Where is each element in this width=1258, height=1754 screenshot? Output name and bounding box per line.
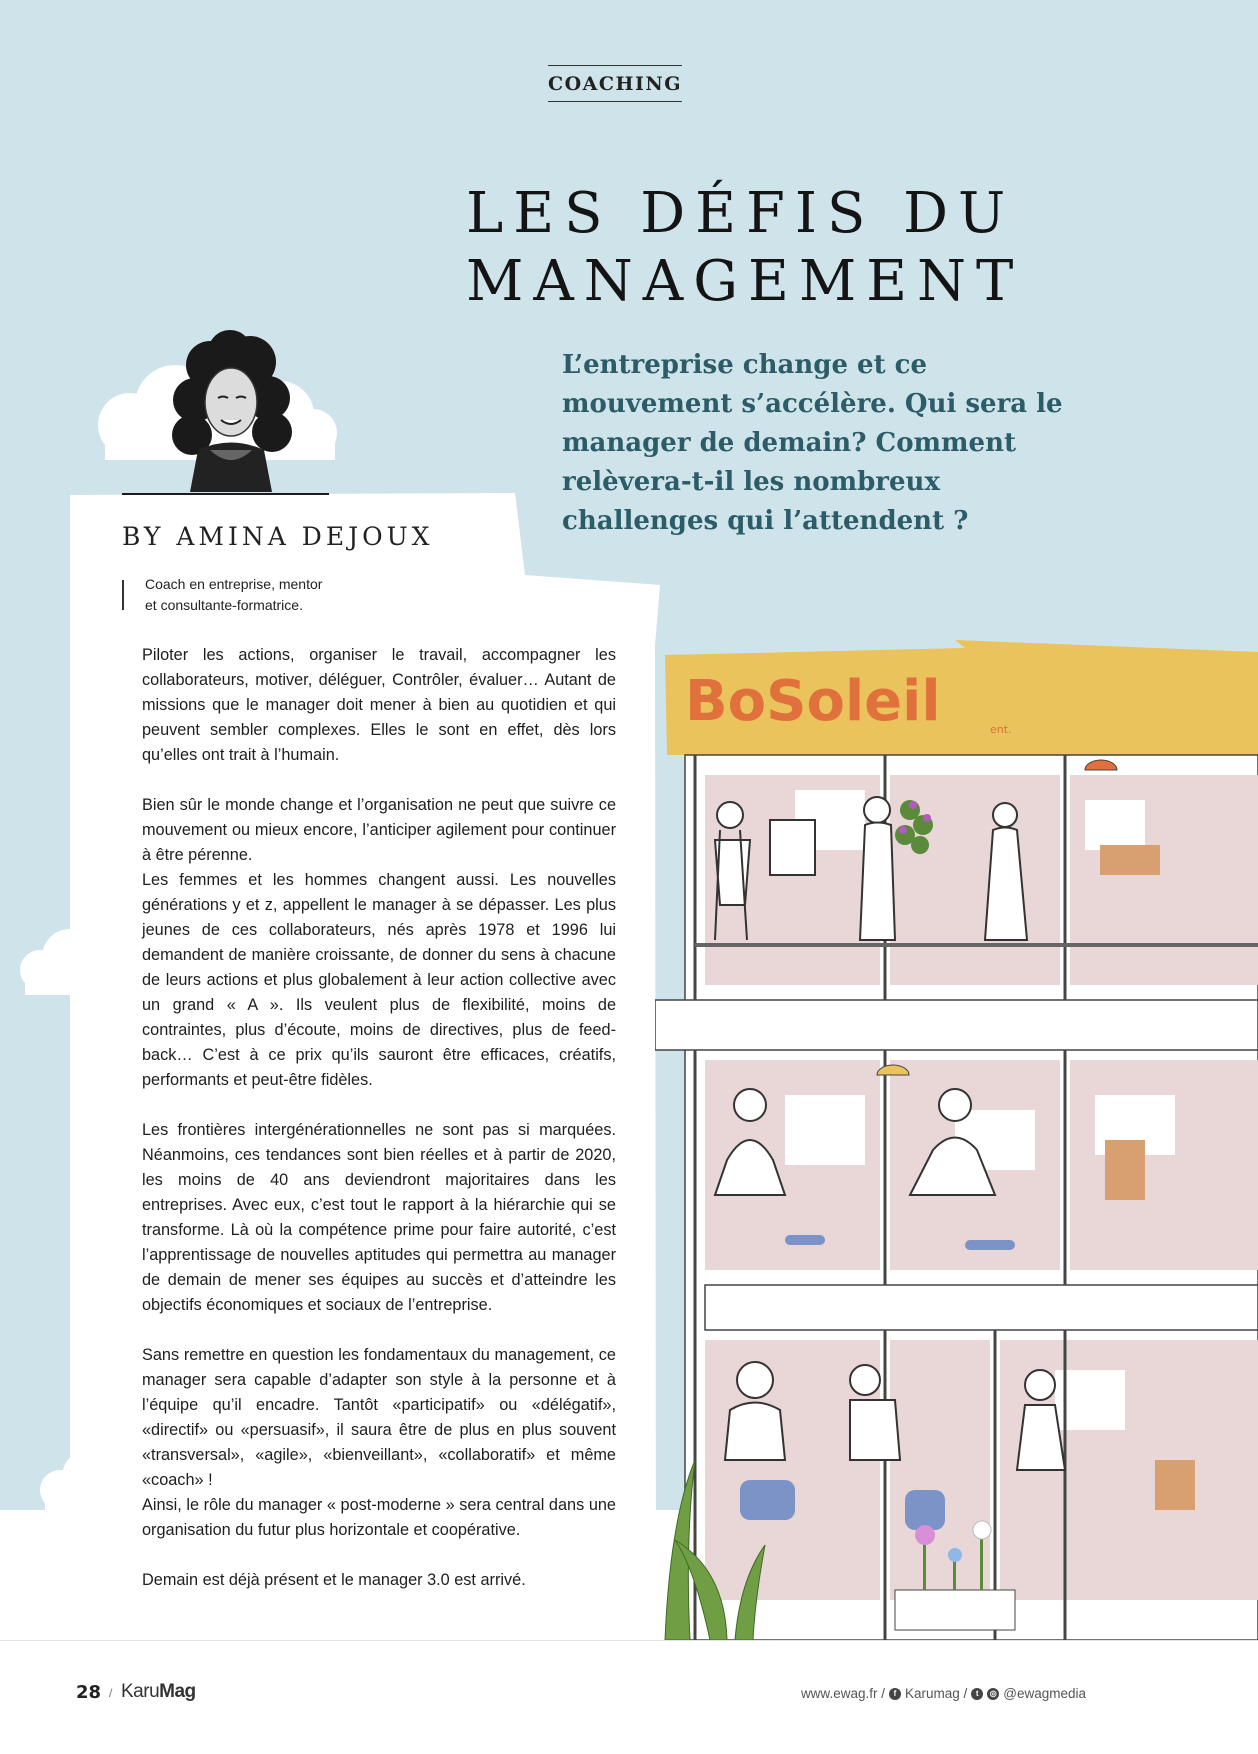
article-paragraph: Ainsi, le rôle du manager « post-moderne » sera central dans une organisation du futur plus horizontale et coopérative. xyxy=(142,1496,616,1539)
publication-name-b: Mag xyxy=(159,1681,196,1702)
article-body xyxy=(142,643,616,1618)
footer-slash: / xyxy=(109,1686,113,1700)
office-building-illustration xyxy=(655,640,1258,1640)
lead-paragraph: L’entreprise change et ce mouvement s’accélère. Qui sera le manager de demain? Comment relèvera-t-il les nombreux challenges qui l’attendent ? xyxy=(562,350,1063,536)
author-role xyxy=(145,574,385,616)
publication-name xyxy=(121,1681,196,1703)
author-role-line-1: Coach en entreprise, mentor xyxy=(145,576,323,592)
portrait-baseline xyxy=(122,493,329,495)
article-paragraph: Bien sûr le monde change et l’organisation ne peut que suivre ce mouvement ou mieux encore, l’anticiper agilement pour continuer à être pérenne. xyxy=(142,796,616,864)
sign-sub-text: ent. xyxy=(990,723,1012,736)
sign-logo-text: BoSoleil xyxy=(685,669,941,734)
section-label: COACHING xyxy=(548,65,682,102)
article-paragraph: Piloter les actions, organiser le travail, accompagner les collaborateurs, motiver, déléguer, Contrôler, évaluer… Autant de missions que le manager doit mener à bien au quotidien et qui peuvent sembler complexes. Elles le sont en effet, dès lors qu’elles ont trait à l’humain. xyxy=(142,646,616,764)
role-accent-bar xyxy=(122,580,124,610)
article-paragraph: Sans remettre en question les fondamentaux du management, ce manager sera capable d’adapter son style à la personne et à l’équipe qu’il encadre. Tantôt «participatif» ou «délégatif», «directif» ou «persuasif», il saura être de plus en plus souvent «transversal», «agile», «bienveillant», «collaboratif» et même «coach» ! xyxy=(142,1346,616,1489)
page-number: 28 xyxy=(76,1682,102,1703)
article-paragraph: Les frontières intergénérationnelles ne sont pas si marquées. Néanmoins, ces tendances sont bien réelles et à partir de 2020, les moins de 40 ans deviendront majoritaires dans les entreprises. Avec eux, c’est tout le rapport à la hiérarchie qui se transforme. Là où la compétence prime pour faire autorité, c’est l’apprentissage de nouvelles aptitudes qui permettra au manager de demain de mener ses équipes au succès et d’atteindre les objectifs économiques et sociaux de l’entreprise. xyxy=(142,1121,616,1314)
facebook-icon[interactable]: f xyxy=(889,1688,901,1700)
title-line-1: LES DÉFIS DU xyxy=(466,181,1016,246)
twitter-icon[interactable]: t xyxy=(971,1688,983,1700)
author-byline: BY AMINA DEJOUX xyxy=(122,522,434,551)
footer-handle-link[interactable]: @ewagmedia xyxy=(1003,1686,1086,1701)
instagram-icon[interactable]: ◎ xyxy=(987,1688,999,1700)
footer-divider xyxy=(0,1640,1258,1641)
footer-facebook-link[interactable]: Karumag / xyxy=(904,1686,968,1701)
footer-links xyxy=(801,1686,1086,1701)
publication-name-a: Karu xyxy=(121,1681,160,1702)
footer-site-link[interactable]: www.ewag.fr / xyxy=(800,1686,885,1701)
article-paragraph: Les femmes et les hommes changent aussi. Les nouvelles générations y et z, appellent le manager à se dépasser. Les plus jeunes de ces collaborateurs, nés après 1978 et 1996 lui demandent de manière croissante, de donner du sens à chacune de leurs actions et plus globalement à leur action collective avec un grand « A ». Ils veulent plus de flexibilité, moins de contraintes, plus d’écoute, moins de directives, plus de feed-back… C’est à ce prix qu’ils sauront être efficaces, créatifs, performants et peut-être fidèles. xyxy=(142,871,616,1089)
author-portrait xyxy=(150,330,312,492)
article-paragraph: Demain est déjà présent et le manager 3.0 est arrivé. xyxy=(142,1571,526,1589)
page-title xyxy=(466,180,1023,316)
author-role-line-2: et consultante-formatrice. xyxy=(145,597,303,613)
title-line-2: MANAGEMENT xyxy=(466,249,1024,314)
